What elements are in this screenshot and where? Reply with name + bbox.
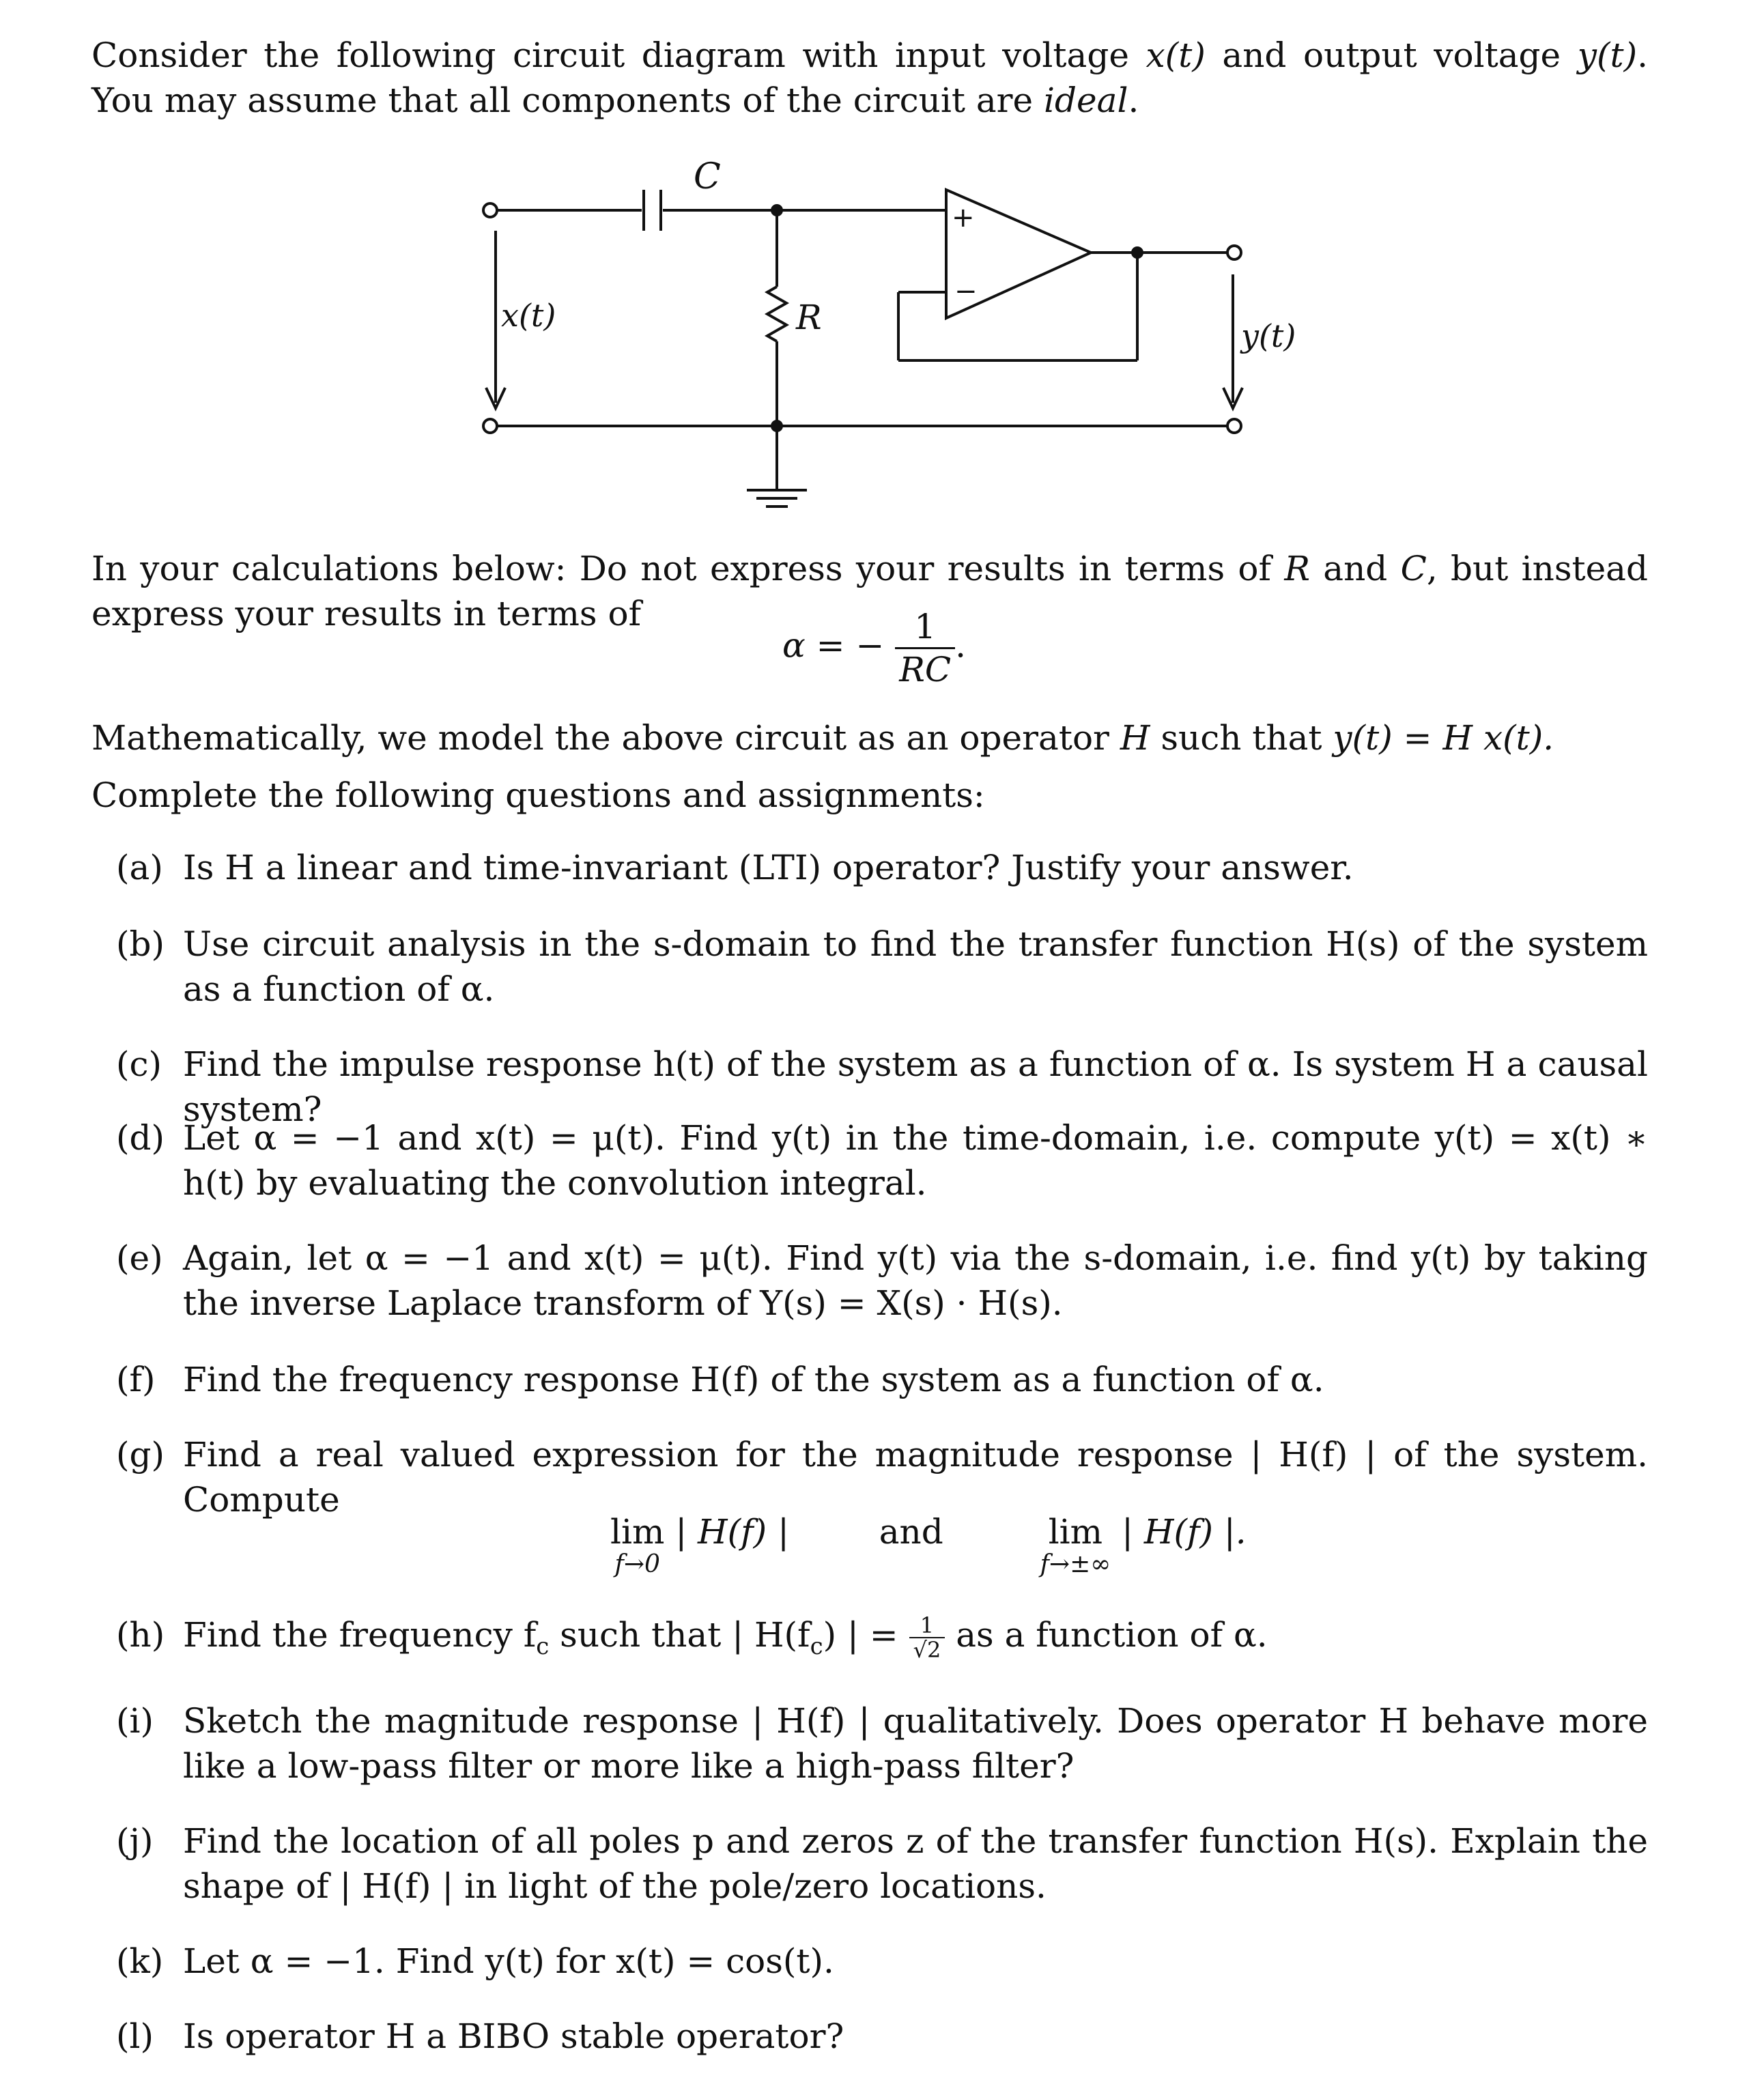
junction-top xyxy=(771,204,783,216)
inverse-sqrt2-fraction: $\frac{1}{√2}$ xyxy=(909,1614,945,1662)
limits-equation: lim f→0 | H(f) | and lim f→±∞ | H(f) |. xyxy=(610,1512,1247,1578)
junction-output xyxy=(1131,246,1143,259)
output-terminal-bottom xyxy=(1227,419,1241,433)
opamp-minus-sign: − xyxy=(954,276,978,307)
alpha-paragraph: In your calculations below: Do not express your results in terms of R and C, but instead express your results in terms of xyxy=(91,549,1648,633)
opamp-plus-sign: + xyxy=(952,202,975,233)
input-var: x(t) xyxy=(1146,35,1206,75)
junction-bottom xyxy=(771,420,783,432)
output-var: y(t) xyxy=(1577,35,1638,75)
intro-text-1: Consider the following circuit diagram with input voltage xyxy=(91,35,1146,75)
output-terminal-top xyxy=(1227,246,1241,259)
input-voltage-label: x(t) xyxy=(501,297,556,334)
output-voltage-label: y(t) xyxy=(1241,317,1296,354)
limit-zero: lim f→0 xyxy=(610,1512,665,1578)
intro-text-3: . You may assume that all components of the circuit are xyxy=(91,35,1648,120)
intro-text-4: . xyxy=(1128,81,1139,120)
ideal-word: ideal xyxy=(1044,81,1128,120)
resistor-zigzag xyxy=(767,287,786,341)
intro-text-2: and output voltage xyxy=(1205,35,1578,75)
capacitor-label: C xyxy=(694,156,721,197)
limit-infinity: lim f→±∞ xyxy=(1040,1512,1111,1578)
circuit-diagram xyxy=(0,0,1764,546)
input-terminal-top xyxy=(483,203,497,217)
complete-instruction: Complete the following questions and assignments: xyxy=(91,775,985,815)
model-paragraph: Mathematically, we model the above circuit as an operator H such that y(t) = H x(t). xyxy=(91,718,1554,758)
document-page: Consider the following circuit diagram with input voltage x(t) and output voltage y(t). You may assume that all components of the circuit are ideal. C R x(t) y(t) + − In your calculations below: Do not express your results in terms of R and C, but instead express your results in terms of α = − $\frac{1}{RC}$ . Mathematically, we model the above circuit as an operator H such that y(t) = H x(t). Complete the following questions and assignments: (a) Is H a linear and time-invariant (LTI) operator? Justify your answer. (b) Use circuit analysis in the s-domain to find the transfer function H(s) of the system as a function of α. (c) Find the impulse response h(t) of the system as a function of α. Is system H a causal system? (d) Let α = −1 and x(t) = μ(t). Find y(t) in the time-domain, i.e. compute y(t) = x(t) ∗ h(t) by evaluating the convolution integral. (e) Again, let α = −1 and x(t) = μ(t). Find y(t) via the s-domain, i.e. find y(t) by taking the inverse Laplace transform of Y(s) = X(s) · H(s). (f) Find the frequency response H(f) of the system as a function of α. (g) Find a real valued expression for the magnitude response | H(f) | of the system. Compute lim f→0 | H(f) | and lim f→±∞ | H(f) |. (h) Find the frequency $f_c$ such that | $H(f_c)$ | = $\frac{1}{√2}$ as a function of α. (i) Sketch the magnitude response | H(f) | qualitatively. Does operator H behave more like a low-pass filter or more like a high-pass filter? (j) Find the location of all poles p and zeros z of the transfer function H(s). Explain the shape of | H(f) | in light of the pole/zero locations. (k) Let α = −1. Find y(t) for x(t) = cos(t). (l) Is operator H a BIBO stable operator? xyxy=(0,0,1764,2095)
alpha-equation: α = − $\frac{1}{RC}$ . xyxy=(782,607,967,689)
input-terminal-bottom xyxy=(483,419,497,433)
resistor-label: R xyxy=(796,298,822,337)
alpha-fraction: $\frac{1}{RC}$ xyxy=(895,606,955,690)
